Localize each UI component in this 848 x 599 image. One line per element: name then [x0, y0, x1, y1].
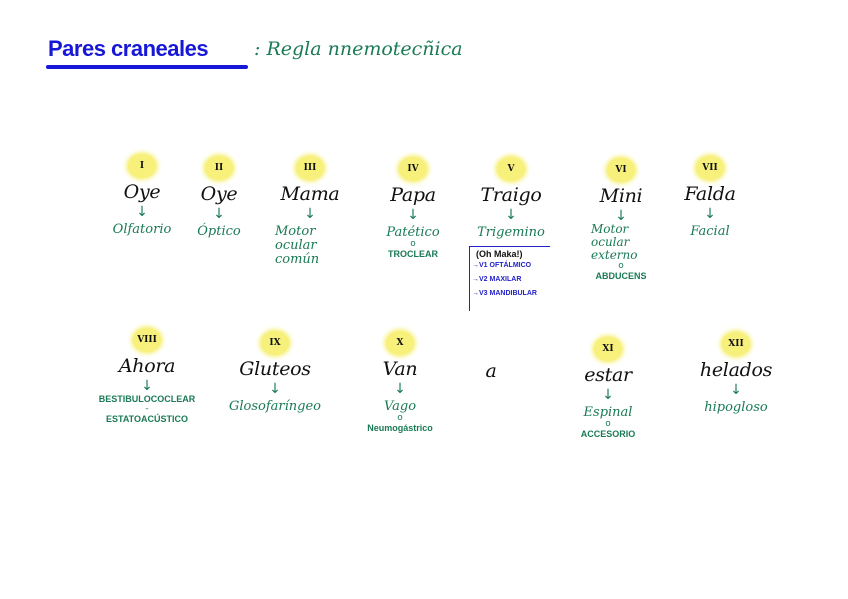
mnemonic-word: Mama: [280, 183, 340, 205]
mnemonic-word: helados: [699, 359, 773, 381]
nerve-alt-name: TROCLEAR: [388, 249, 438, 259]
arrow-down-icon: ↓: [213, 206, 225, 222]
trigeminal-branches: [469, 246, 550, 311]
mnemonic-word: estar: [584, 364, 632, 386]
nerve-alt-name: ABDUCENS: [595, 271, 647, 281]
nerve-5: [456, 156, 566, 240]
mnemonic-word: Papa: [390, 184, 436, 206]
nerve-7: [655, 155, 765, 239]
numeral-badge: III: [296, 156, 324, 180]
numeral-badge: X: [386, 331, 414, 355]
numeral-badge: XII: [722, 332, 750, 356]
title-separator: :: [254, 38, 261, 60]
nerve-name: Trigemino: [477, 225, 545, 240]
mnemonic-word: Falda: [684, 183, 736, 205]
nerve-10: [345, 330, 455, 434]
numeral-badge: VII: [696, 156, 724, 180]
mnemonic-word: a: [485, 360, 497, 382]
separator: o: [605, 419, 611, 429]
page-title: Pares craneales: [48, 36, 209, 61]
nerve-9: [215, 330, 335, 414]
nerve-11: [553, 336, 663, 440]
mnemonic-word: Traigo: [480, 184, 542, 206]
branch-v2: →V2 MAXILAR: [472, 276, 522, 283]
nerve-name: Espinal: [583, 405, 633, 420]
connector-word: [436, 357, 546, 382]
mnemonic-word: Van: [382, 358, 418, 380]
separator: o: [410, 239, 416, 249]
arrow-down-icon: ↓: [602, 387, 614, 403]
arrow-down-icon: ↓: [615, 208, 627, 224]
arrow-down-icon: ↓: [505, 207, 517, 223]
numeral-badge: VIII: [133, 328, 161, 352]
nerve-name: hipogloso: [704, 400, 768, 415]
nerve-name: Motor ocular externo: [591, 222, 638, 262]
arrow-down-icon: ↓: [394, 381, 406, 397]
numeral-badge: I: [128, 154, 156, 178]
separator: o: [397, 413, 403, 423]
nerve-name: Glosofaríngeo: [228, 399, 321, 414]
mnemonic-word: Oye: [200, 183, 238, 205]
title-underline: [46, 65, 248, 69]
nerve-alt-name: Neumogástrico: [367, 423, 433, 433]
nerve-alt-name: ESTATOACÚSTICO: [105, 414, 188, 424]
nerve-3: [255, 155, 365, 267]
nerve-name: Motor ocular común: [275, 224, 320, 267]
branch-v3: →V3 MANDIBULAR: [472, 290, 537, 297]
nerve-name: BESTIBULOCOCLEAR: [98, 394, 196, 404]
numeral-badge: IX: [261, 331, 289, 355]
mnemonic-word: Mini: [599, 185, 643, 207]
nerve-name: Facial: [690, 224, 730, 239]
arrow-down-icon: ↓: [704, 206, 716, 222]
numeral-badge: II: [205, 156, 233, 180]
numeral-badge: V: [497, 157, 525, 181]
subtitle: [254, 38, 463, 60]
numeral-badge: IV: [399, 157, 427, 181]
nerve-name: Patético: [386, 225, 440, 240]
nerve-4: [358, 156, 468, 260]
arrow-down-icon: ↓: [269, 381, 281, 397]
subtitle-text: Regla nnemotecñica: [266, 38, 463, 60]
nerve-8: [87, 327, 207, 425]
mnemonic-word: Gluteos: [239, 358, 311, 380]
numeral-badge: VI: [607, 158, 635, 182]
branch-v1: →V1 OFTÁLMICO: [472, 262, 532, 269]
separator: -: [145, 404, 149, 414]
nerve-name: Óptico: [197, 224, 241, 239]
numeral-badge: XI: [594, 337, 622, 361]
mnemonic-word: Ahora: [118, 355, 176, 377]
arrow-down-icon: ↓: [141, 378, 153, 394]
arrow-down-icon: ↓: [407, 207, 419, 223]
trigeminal-note: (Oh Maka!): [476, 249, 523, 259]
nerve-name: Olfatorio: [112, 222, 172, 237]
separator: o: [618, 261, 624, 271]
nerve-name: Vago: [383, 399, 417, 414]
nerve-12: [681, 331, 791, 415]
arrow-down-icon: ↓: [730, 382, 742, 398]
arrow-down-icon: ↓: [136, 204, 148, 220]
mnemonic-word: Oye: [123, 181, 161, 203]
arrow-down-icon: ↓: [304, 206, 316, 222]
nerve-alt-name: ACCESORIO: [580, 429, 636, 439]
